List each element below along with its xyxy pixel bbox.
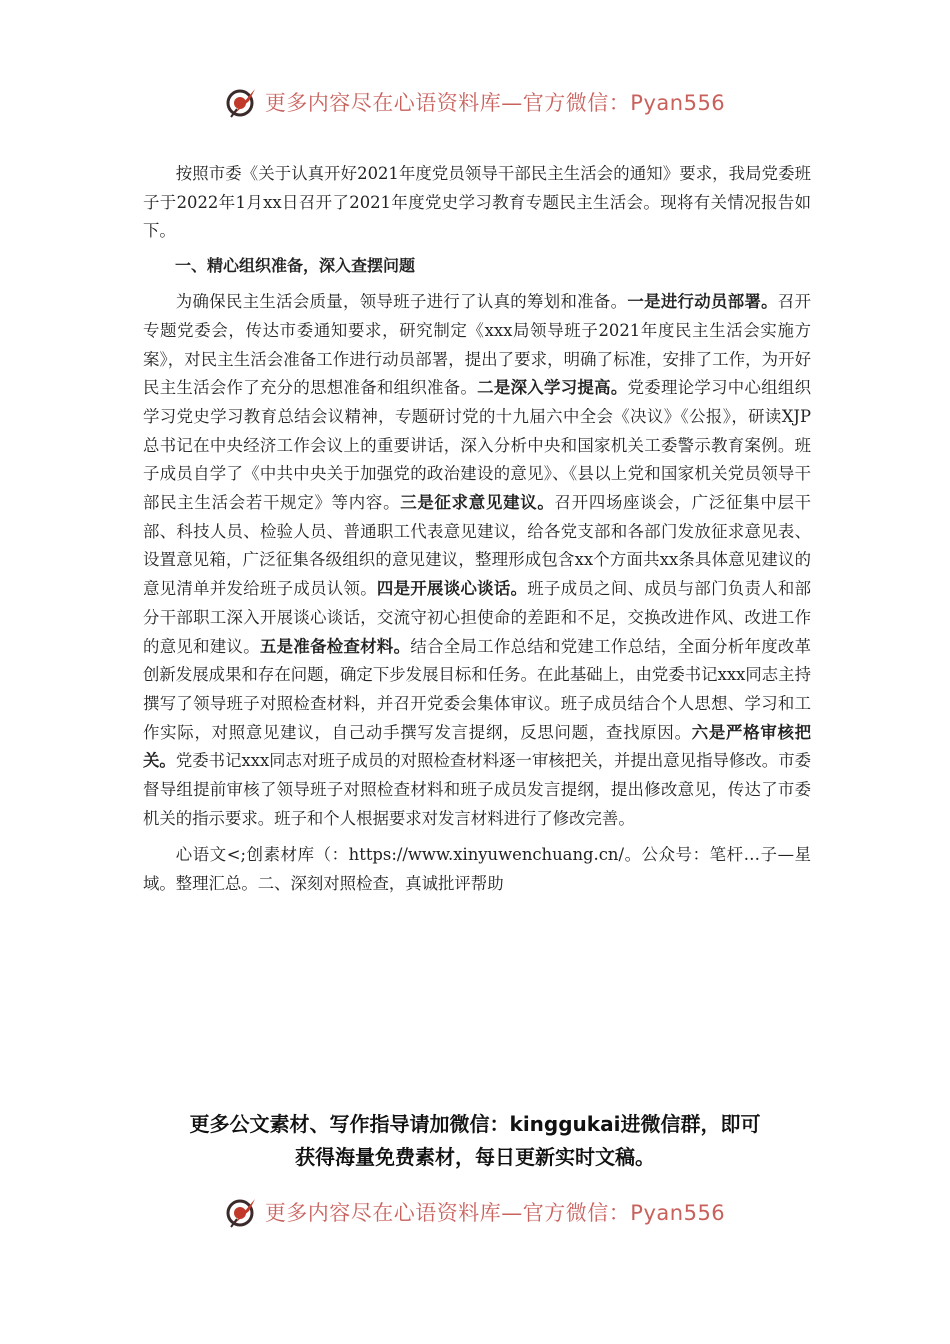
promo-block (100, 1108, 850, 1174)
header-banner (0, 82, 950, 122)
body-text: 党委理论学习中心组组织学习党史学习教育总结会议精神，专题研讨党的十九届六中全会《决议》《公报》，研读XJP总书记在中央经济工作会议上的重要讲话，深入分析中央和国家机关工委警示教育案例。班子成员自学了《中共中央关于加强党的政治建设的意见》、《县以上党和国家机关党员领导干部民主生活会若干规定》等内容。 (143, 378, 812, 513)
body-text: 班子成员之间、成员与部门负责人和部分干部职工深入开展谈心谈话，交流守初心担使命的差距和不足，交换改进作风、改进工作的意见和建议。 (143, 579, 812, 656)
bold-keypoint: 一是进行动员部署。 (627, 292, 778, 312)
promo-line-2: 获得海量免费素材，每日更新实时文稿。 (295, 1145, 655, 1169)
bold-keypoint: 五是准备检查材料。 (259, 636, 411, 656)
body-text: 为确保民主生活会质量，领导班子进行了认真的筹划和准备。 (175, 292, 628, 312)
body-text: 党委书记xxx同志对班子成员的对照检查材料逐一审核把关，并提出意见指导修改。市委督导组提前审核了领导班子对照检查材料和班子成员发言提纲，提出修改意见，传达了市委机关的指示要求。班子和个人根据要求对发言材料进行了修改完善。 (143, 751, 812, 828)
promo-line-1: 更多公文素材、写作指导请加微信：kinggukai进微信群，即可 (189, 1112, 761, 1136)
body-text: 召开四场座谈会，广泛征集中层干部、科技人员、检验人员、普通职工代表意见建议，给各党支部和各部门发放征求意见表、设置意见箱，广泛征集各级组织的意见建议，整理形成包含xx个方面共xx条具体意见建议的意见清单并发给班子成员认领。 (143, 493, 812, 599)
body-text: 结合全局工作总结和党建工作总结，全面分析年度改革创新发展成果和存在问题，确定下步发展目标和任务。在此基础上，由党委书记xxx同志主持撰写了领导班子对照检查材料，并召开党委会集体审议。班子成员结合个人思想、学习和工作实际，对照意见建议，自己动手撰写发言提纲，反思问题，查找原因。 (143, 636, 812, 742)
bold-keypoint: 二是深入学习提高。 (477, 378, 628, 398)
bold-keypoint: 四是开展谈心谈话。 (376, 579, 528, 599)
section1-paragraph (143, 288, 811, 833)
header-banner-text: 更多内容尽在心语资料库—官方微信：Pyan556 (264, 91, 726, 115)
quill-logo-icon (225, 85, 259, 119)
intro-paragraph: 按照市委《关于认真开好2021年度党员领导干部民主生活会的通知》要求，我局党委班子于2022年1月xx日召开了2021年度党史学习教育专题民主生活会。现将有关情况报告如下。 (143, 164, 811, 241)
body-text: 召开专题党委会，传达市委通知要求，研究制定《xxx局领导班子2021年度民主生活会实施方案》，对民主生活会准备工作进行动员部署，提出了要求，明确了标准，安排了工作，为开好民主生活会作了充分的思想准备和组织准备。 (143, 292, 812, 398)
document-body (143, 160, 811, 899)
footer-banner (0, 1192, 950, 1232)
quill-logo-icon (225, 1195, 259, 1229)
footer-banner-text: 更多内容尽在心语资料库—官方微信：Pyan556 (264, 1201, 726, 1225)
source-note: 心语文<;创素材库（：https://www.xinyuwenchuang.cn/。公众号：笔杆…子—星域。整理汇总。二、深刻对照检查，真诚批评帮助 (143, 845, 811, 894)
bold-keypoint: 三是征求意见建议。 (400, 493, 555, 513)
bold-keypoint: 六是严格审核把关。 (143, 722, 812, 771)
section1-heading: 一、精心组织准备，深入查摆问题 (175, 256, 416, 276)
